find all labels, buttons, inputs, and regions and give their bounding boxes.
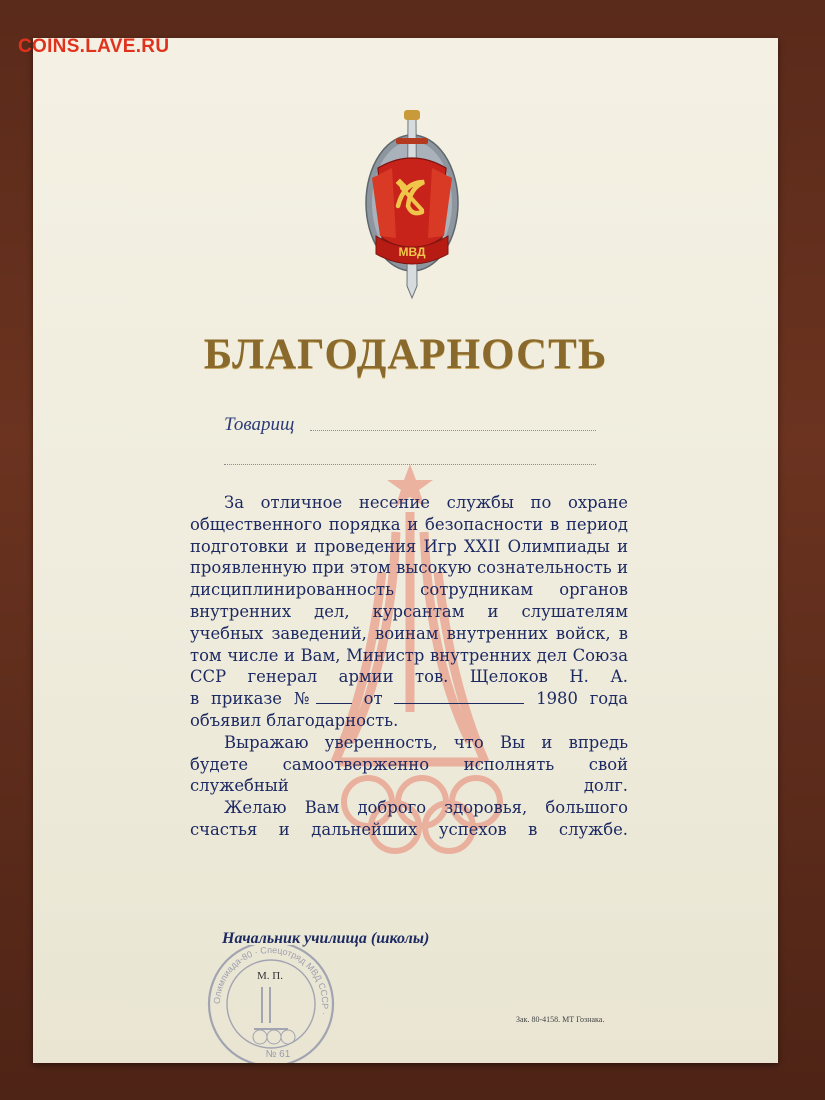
body-paragraph-2: Выражаю уверенность, что Вы и впредь будете самоотверженно исполнять свой служебный долг. [190, 732, 628, 796]
official-stamp [200, 945, 342, 1063]
comrade-label: Товарищ [224, 414, 295, 435]
order-year: 1980 года [536, 689, 629, 709]
body-paragraph-1: За отличное несение службы по охране общественного порядка и безопасности в период подготовки и проведения Игр XXII Олимпиады и проявленную при этом высокую сознательность и дисциплинированность сотрудникам органов внутренних дел, курсантам и слушателям учебных заведений, воинам внутренних войск, в том числе и Вам, Министр внутренних дел Союза ССР генерал армии тов. Щелоков Н. А. [190, 493, 628, 687]
stamp-place-label: М. П. [257, 970, 283, 982]
order-from: от [363, 689, 383, 709]
order-line [190, 688, 628, 710]
order-prefix: в приказе № [190, 689, 316, 709]
nkvd-mvd-badge-icon [362, 108, 462, 303]
comrade-field [224, 414, 596, 440]
signature-label: Начальник училища (школы) [222, 930, 430, 947]
order-tail: объявил благодарность. [190, 710, 399, 730]
printer-note: Зак. 80-4158. МТ Гознака. [516, 1015, 605, 1024]
order-number-blank [316, 689, 352, 704]
comrade-name-line [310, 430, 596, 431]
body-paragraph-3: Желаю Вам доброго здоровья, большого счастья и дальнейших успехов в службе. [190, 798, 628, 839]
document-title: БЛАГОДАРНОСТЬ [203, 331, 608, 378]
certificate-body [190, 492, 628, 841]
stamp-ring-text: Олимпиада-80 · Спецотряд МВД СССР · [211, 945, 331, 1016]
stamp-number: № 61 [265, 1049, 291, 1060]
order-date-blank [394, 689, 524, 704]
site-watermark: COINS.LAVE.RU [18, 36, 170, 57]
emblem-mvd-text: МВД [398, 245, 426, 259]
